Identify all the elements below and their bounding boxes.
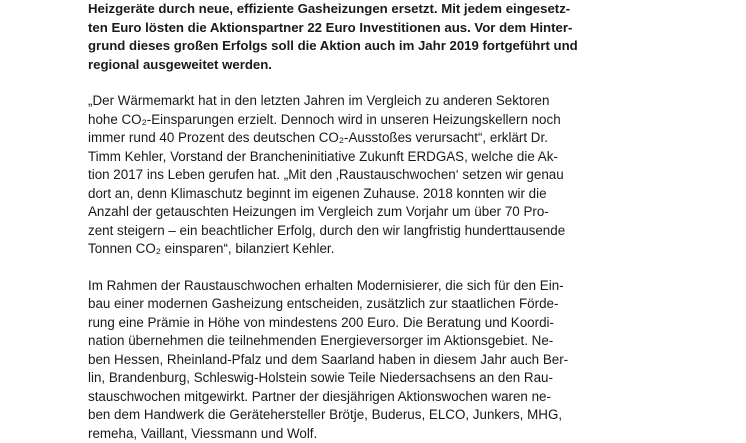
text-line: ben Hessen, Rheinland-Pfalz und dem Saarland haben in diesem Jahr auch Ber- bbox=[88, 351, 518, 370]
text-line: bau einer modernen Gasheizung entscheiden, zusätzlich zur staatlichen Förde- bbox=[88, 295, 518, 314]
program-paragraph bbox=[88, 277, 518, 443]
text-line: remeha, Vaillant, Viessmann und Wolf. bbox=[88, 425, 518, 443]
quote-paragraph bbox=[88, 92, 518, 259]
paragraph-spacer bbox=[88, 259, 518, 277]
text-line: tion 2017 ins Leben gerufen hat. „Mit den ‚Raustauschwochen‘ setzen wir genau bbox=[88, 166, 518, 185]
text-line: Heizgeräte durch neue, effiziente Gasheizungen ersetzt. Mit jedem eingesetz- bbox=[88, 0, 518, 19]
text-line: dort an, denn Klimaschutz beginnt im eigenen Zuhause. 2018 konnten wir die bbox=[88, 185, 518, 204]
document-page bbox=[88, 0, 518, 443]
text-line: Tonnen CO₂ einsparen“, bilanziert Kehler. bbox=[88, 240, 518, 259]
text-line: nation übernehmen die teilnehmenden Energieversorger im Aktionsgebiet. Ne- bbox=[88, 332, 518, 351]
text-line: Im Rahmen der Raustauschwochen erhalten Modernisierer, die sich für den Ein- bbox=[88, 277, 518, 296]
text-line: ten Euro lösten die Aktionspartner 22 Euro Investitionen aus. Vor dem Hinter- bbox=[88, 19, 518, 38]
text-line: Anzahl der getauschten Heizungen im Vergleich zum Vorjahr um über 70 Pro- bbox=[88, 203, 518, 222]
text-line: immer rund 40 Prozent des deutschen CO₂-Ausstoßes verursacht“, erklärt Dr. bbox=[88, 129, 518, 148]
text-line: ben dem Handwerk die Gerätehersteller Brötje, Buderus, ELCO, Junkers, MHG, bbox=[88, 406, 518, 425]
text-line: zent steigern – ein beachtlicher Erfolg, durch den wir langfristig hunderttausende bbox=[88, 222, 518, 241]
text-line: stauschwochen mitgewirkt. Partner der diesjährigen Aktionswochen waren ne- bbox=[88, 388, 518, 407]
text-line: grund dieses großen Erfolgs soll die Aktion auch im Jahr 2019 fortgeführt und bbox=[88, 37, 518, 56]
lead-paragraph bbox=[88, 0, 518, 74]
text-line: rung eine Prämie in Höhe von mindestens 200 Euro. Die Beratung und Koordi- bbox=[88, 314, 518, 333]
text-line: lin, Brandenburg, Schleswig-Holstein sowie Teile Niedersachsens an den Rau- bbox=[88, 369, 518, 388]
text-line: regional ausgeweitet werden. bbox=[88, 56, 518, 75]
text-line: Timm Kehler, Vorstand der Brancheninitiative Zukunft ERDGAS, welche die Ak- bbox=[88, 148, 518, 167]
text-line: „Der Wärmemarkt hat in den letzten Jahren im Vergleich zu anderen Sektoren bbox=[88, 92, 518, 111]
text-line: hohe CO₂-Einsparungen erzielt. Dennoch wird in unseren Heizungskellern noch bbox=[88, 111, 518, 130]
paragraph-spacer bbox=[88, 74, 518, 92]
